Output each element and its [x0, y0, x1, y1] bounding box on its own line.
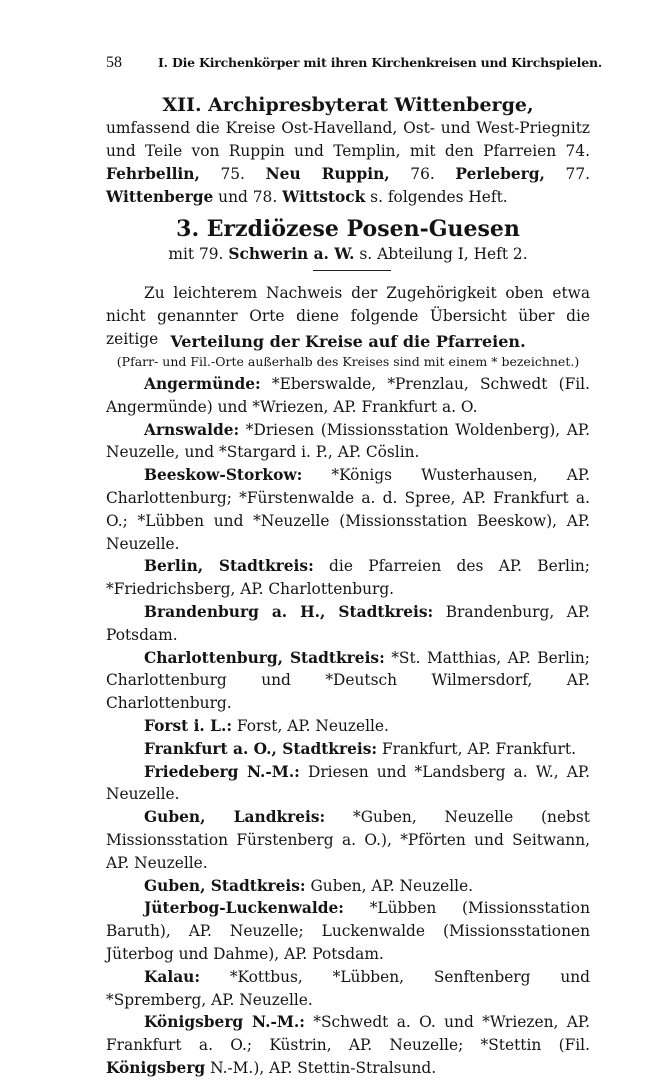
- divider-rule: [313, 270, 391, 271]
- intro-paragraph: Zu leichterem Nachweis der Zugehörigkeit oben etwa nicht genannter Orte diene folgende Übersicht über die zeitige: [106, 284, 590, 348]
- kreis-entry: Guben, Stadtkreis: Guben, AP. Neuzelle.: [144, 876, 474, 895]
- overview-note: (Pfarr- und Fil.-Orte außerhalb des Kreises sind mit einem * bezeichnet.): [116, 354, 580, 369]
- running-header: [106, 54, 603, 76]
- parish-77: Wittenberge: [106, 188, 214, 206]
- kreis-entry: Königsberg N.-M.: *Schwedt a. O. und *Wriezen, AP. Frankfurt a. O.; Küstrin, AP. Neuzelle; *Stettin (Fil. Königsberg N.-M.), AP. Stettin-Stralsund.: [106, 1013, 590, 1077]
- section-xii-title: XII. Archipresbyterat Wittenberge,: [162, 94, 534, 116]
- parish-78: Wittstock: [282, 188, 366, 206]
- kreis-entry: Guben, Landkreis: *Guben, Neuzelle (nebst Missionsstation Fürstenberg a. O.), *Pförten und Seitwann, AP. Neuzelle.: [106, 808, 590, 872]
- parish-75: Neu Ruppin,: [265, 165, 390, 183]
- parish-74: Fehrbellin,: [106, 165, 200, 183]
- kreis-entry: Angermünde: *Eberswalde, *Prenzlau, Schwedt (Fil. Angermünde) und *Wriezen, AP. Frankfurt a. O.: [106, 375, 590, 416]
- kreis-entry: Brandenburg a. H., Stadtkreis: Brandenburg, AP. Potsdam.: [106, 602, 590, 644]
- kreis-entry: Berlin, Stadtkreis: die Pfarreien des AP. Berlin; *Friedrichsberg, AP. Charlottenburg.: [106, 557, 590, 599]
- kreis-entry: Forst i. L.: Forst, AP. Neuzelle.: [144, 716, 389, 735]
- kreis-entry: Beeskow-Storkow: *Königs Wusterhausen, AP. Charlottenburg; *Fürstenwalde a. d. Spree, AP. Frankfurt a. O.; *Lübben und *Neuzelle (Missionsstation Beeskow), AP. Neuzelle.: [106, 466, 590, 553]
- section-3-title: 3. Erzdiözese Posen-Guesen: [176, 216, 520, 242]
- kreis-list: [106, 373, 590, 1080]
- kreis-entry: Arnswalde: *Driesen (Missionsstation Woldenberg), AP. Neuzelle, und *Stargard i. P., AP. Cöslin.: [106, 420, 590, 462]
- parish-76: Perleberg,: [455, 165, 545, 183]
- kreis-entry: Friedeberg N.-M.: Driesen und *Landsberg a. W., AP. Neuzelle.: [106, 762, 590, 804]
- overview-heading: Verteilung der Kreise auf die Pfarreien.: [170, 332, 526, 351]
- parish-79: Schwerin a. W.: [228, 245, 355, 263]
- kreis-entry: Frankfurt a. O., Stadtkreis: Frankfurt, AP. Frankfurt.: [144, 739, 576, 758]
- kreis-entry: Charlottenburg, Stadtkreis: *St. Matthias, AP. Berlin; Charlottenburg und *Deutsch Wilmersdorf, AP. Charlottenburg.: [106, 648, 590, 713]
- page-number: 58: [106, 54, 122, 71]
- section-xii-body: umfassend die Kreise Ost-Havelland, Ost- und West-Priegnitz und Teile von Ruppin und Templin, mit den Pfarreien 74. Fehrbellin, 75. Neu Ruppin, 76. Perleberg, 77. Wittenberge und 78. Wittstock s. folgendes Heft.: [106, 119, 591, 206]
- section-3-subtitle: mit 79. Schwerin a. W. s. Abteilung I, Heft 2.: [168, 245, 528, 263]
- kreis-entry: Jüterbog-Luckenwalde: *Lübben (Missionsstation Baruth), AP. Neuzelle; Luckenwalde (Missionsstationen Jüterbog und Dahme), AP. Potsdam.: [106, 899, 590, 963]
- kreis-entry: Kalau: *Kottbus, *Lübben, Senftenberg und *Spremberg, AP. Neuzelle.: [106, 967, 590, 1009]
- running-title: I. Die Kirchenkörper mit ihren Kirchenkreisen und Kirchspielen.: [158, 55, 603, 70]
